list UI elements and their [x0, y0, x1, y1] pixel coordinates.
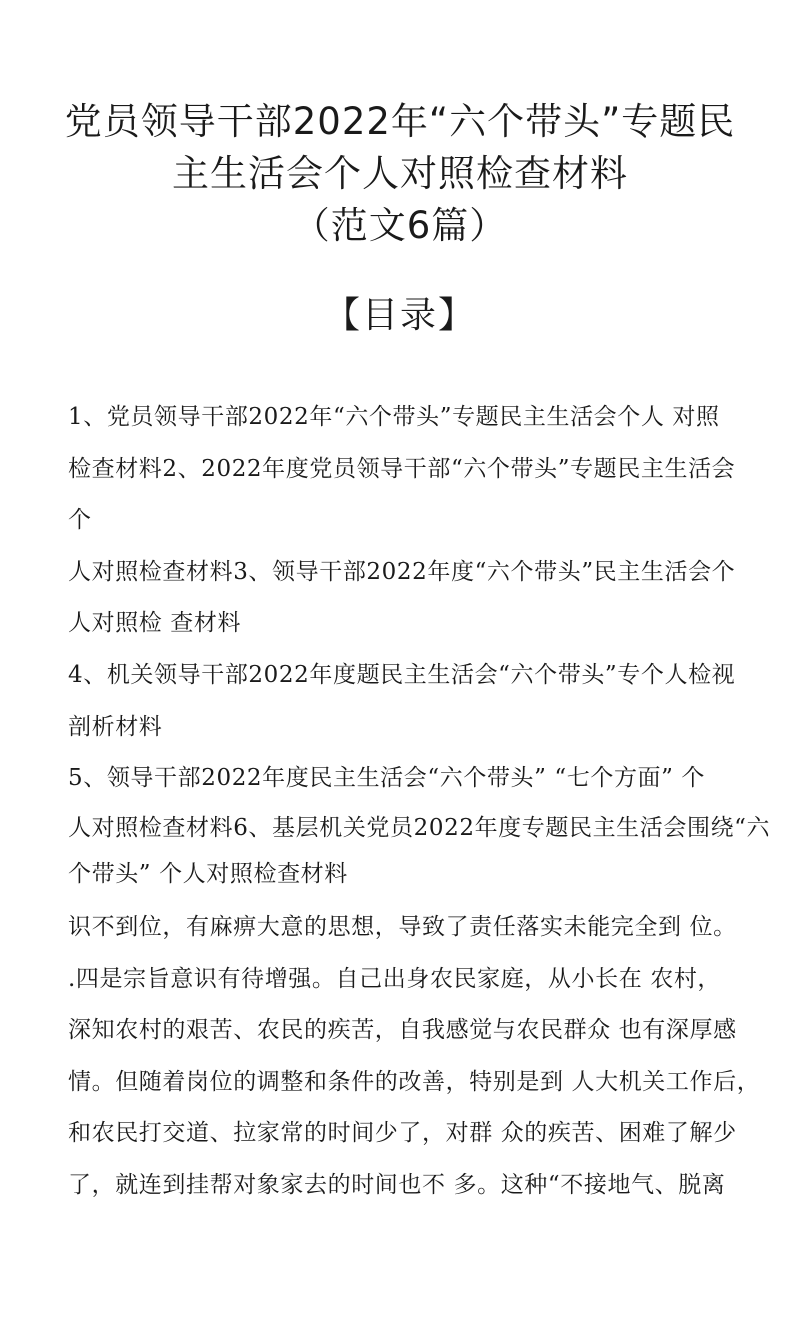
document-title — [0, 96, 800, 252]
toc-line: 人对照检查材料3、领导干部2022年度“六个带头”民主生活会个 — [68, 558, 736, 585]
body-line: 情。但随着岗位的调整和条件的改善，特别是到 人大机关工作后， — [68, 1068, 761, 1095]
toc-heading: 【目录】 — [323, 295, 476, 336]
body-line: 深知农村的艰苦、农民的疾苦，自我感觉与农民群众 也有深厚感 — [68, 1017, 737, 1044]
toc-line: 人对照检 查材料 — [68, 610, 242, 637]
body-line: .四是宗旨意识有待增强。自己出身农民家庭，从小长在 农村， — [68, 965, 722, 992]
toc-line: 5、领导干部2022年度民主生活会“六个带头” “七个方面” 个 — [68, 765, 706, 792]
toc-line: 人对照检查材料6、基层机关党员2022年度专题民主生活会围绕“六 — [68, 814, 771, 841]
title-line: （范文6篇） — [292, 204, 508, 247]
toc-line: 剖析材料 — [68, 713, 163, 740]
body-paragraph — [68, 902, 761, 1212]
toc-line: 个 — [68, 507, 92, 534]
title-line: 主生活会个人对照检查材料 — [172, 152, 628, 195]
toc-line: 检查材料2、2022年度党员领导干部“六个带头”专题民主生活会 — [68, 455, 736, 482]
toc-line: 1、党员领导干部2022年“六个带头”专题民主生活会个人 对照 — [68, 404, 720, 430]
toc-list — [68, 392, 771, 897]
toc-line: 4、机关领导干部2022年度题民主生活会“六个带头”专个人检视 — [68, 661, 736, 688]
toc-line: 个带头” 个人对照检查材料 — [68, 860, 348, 887]
title-line: 党员领导干部2022年“六个带头”专题民 — [64, 100, 736, 143]
body-line: 和农民打交道、拉家常的时间少了，对群 众的疾苦、困难了解少 — [68, 1120, 737, 1147]
body-line: 识不到位，有麻痹大意的思想，导致了责任落实未能完全到 位。 — [68, 914, 737, 940]
body-line: 了，就连到挂帮对象家去的时间也不 多。这种“不接地气、脱离 — [68, 1171, 726, 1198]
